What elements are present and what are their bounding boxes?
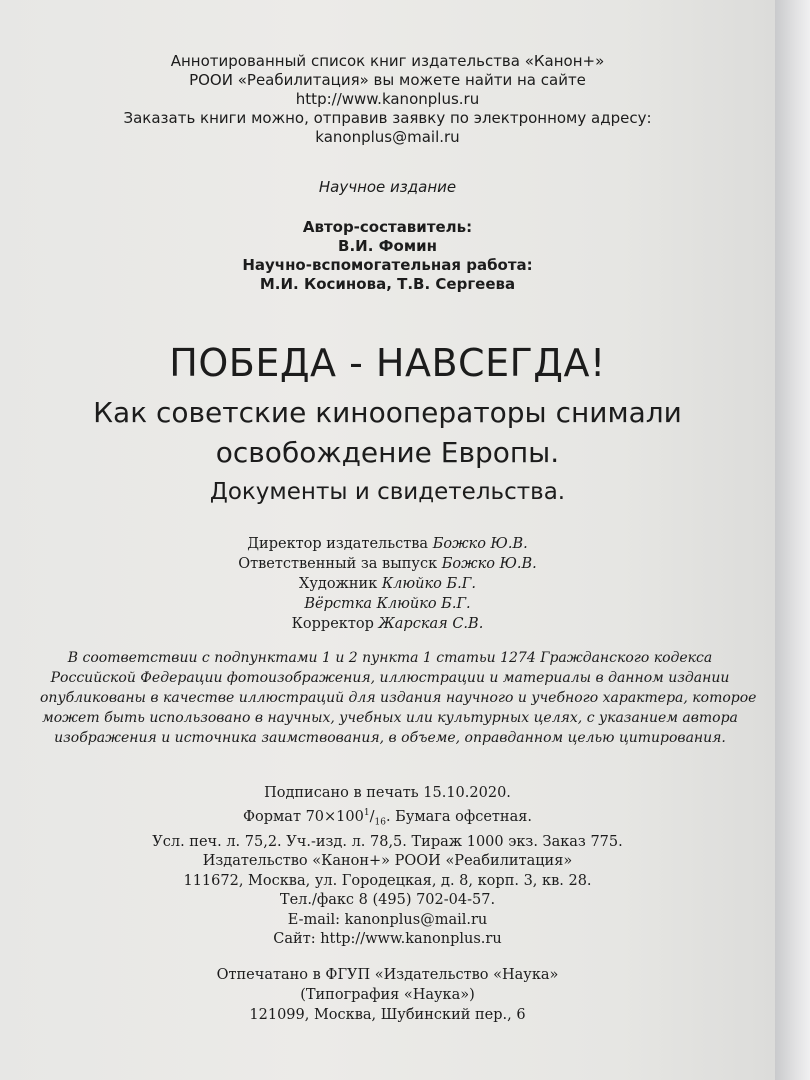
staff-list	[0, 534, 775, 634]
staff-layout: Вёрстка Клюйко Б.Г.	[304, 596, 471, 612]
staff-name: Клюйко Б.Г.	[381, 576, 476, 592]
imprint-block	[0, 784, 775, 950]
assist-label: Научно-вспомогательная работа:	[242, 256, 533, 274]
assist-names: М.И. Косинова, Т.В. Сергеева	[259, 275, 516, 293]
info-line: РООИ «Реабилитация» вы можете найти на сайте	[189, 71, 586, 89]
staff-name: Божко Ю.В.	[441, 556, 537, 572]
printer-line: (Типография «Наука»)	[300, 987, 475, 1003]
page-edge	[775, 0, 810, 1080]
staff-name: Божко Ю.В.	[432, 536, 528, 552]
notice-line: В соответствии с подпунктами 1 и 2 пункта 1 статьи 1274 Гражданского кодекса	[67, 650, 713, 666]
email-link[interactable]: kanonplus@mail.ru	[315, 128, 460, 146]
copyright-notice	[40, 648, 757, 748]
publisher-info	[0, 52, 775, 147]
book-subtitle-docs: Документы и свидетельства.	[209, 479, 566, 505]
publisher-site[interactable]: Сайт: http://www.kanonplus.ru	[273, 931, 502, 948]
printer-line: 121099, Москва, Шубинский пер., 6	[249, 1007, 526, 1023]
staff-director	[0, 534, 775, 554]
authors-block	[0, 218, 775, 294]
sheets-line: Усл. печ. л. 75,2. Уч.-изд. л. 78,5. Тираж 1000 экз. Заказ 775.	[152, 833, 623, 850]
printer-block	[0, 965, 775, 1025]
staff-name: Жарская С.В.	[378, 616, 484, 632]
notice-line: изображения и источника заимствования, в объеме, оправданном целью цитирования.	[54, 730, 726, 746]
signed-date: Подписано в печать 15.10.2020.	[264, 785, 511, 801]
format-line: Формат $70\times 100^1/_{16}$. Бумага офсетная.	[242, 807, 533, 828]
printer-line: Отпечатано в ФГУП «Издательство «Наука»	[216, 967, 559, 983]
subtitle-line-2: освобождение Европы.	[215, 436, 560, 469]
info-line: Заказать книги можно, отправив заявку по электронному адресу:	[123, 109, 652, 127]
compiler-label: Автор-составитель:	[302, 218, 473, 236]
publisher-address: 111672, Москва, ул. Городецкая, д. 8, корп. 3, кв. 28.	[183, 872, 592, 889]
notice-line: опубликованы в качестве иллюстраций для издания научного и учебного характера, которое	[40, 690, 757, 706]
subtitle-line-1: Как советские кинооператоры снимали	[93, 396, 682, 429]
book-title: ПОБЕДА - НАВСЕГДА!	[169, 341, 606, 385]
notice-line: Российской Федерации фотоизображения, иллюстрации и материалы в данном издании	[50, 670, 730, 686]
notice-line: может быть использовано в научных, учебных или культурных целях, с указанием автора	[42, 710, 738, 726]
staff-responsible	[0, 554, 775, 574]
website-link[interactable]: http://www.kanonplus.ru	[295, 90, 480, 108]
staff-role: Ответственный за выпуск	[238, 556, 438, 572]
staff-proofreader	[0, 614, 775, 634]
edition-type: Научное издание	[318, 178, 457, 196]
publisher-phone: Тел./факс 8 (495) 702-04-57.	[279, 892, 496, 909]
staff-artist	[0, 574, 775, 594]
publisher-name: Издательство «Канон+» РООИ «Реабилитация»	[202, 853, 573, 870]
staff-role: Корректор	[291, 616, 374, 632]
staff-role: Директор издательства	[247, 536, 429, 552]
compiler-name: В.И. Фомин	[338, 237, 437, 255]
book-subtitle	[0, 393, 775, 473]
staff-role: Художник	[299, 576, 378, 592]
publisher-email[interactable]: E-mail: kanonplus@mail.ru	[287, 911, 488, 928]
info-line: Аннотированный список книг издательства «Канон+»	[170, 52, 605, 70]
